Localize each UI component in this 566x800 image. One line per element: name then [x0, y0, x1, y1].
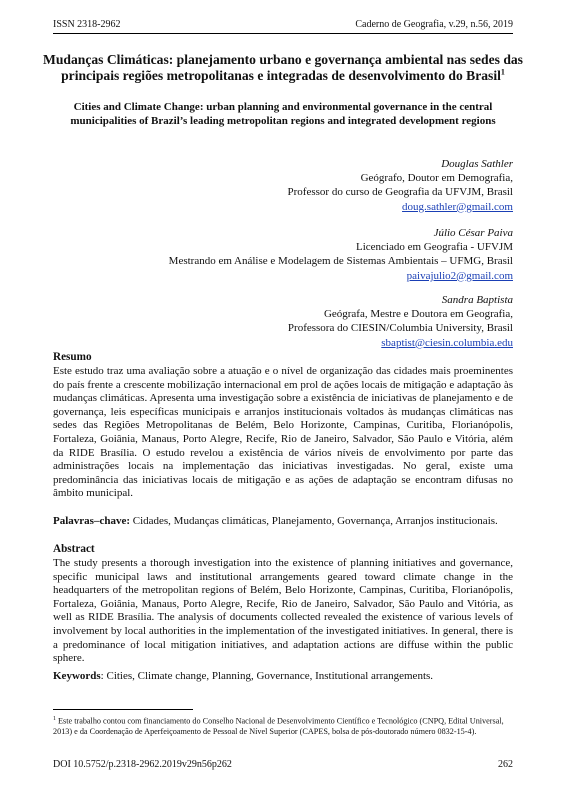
palavras-chave: [53, 515, 513, 529]
author-affiliation: Professor do curso de Geografia da UFVJM, Brasil: [287, 186, 513, 199]
resumo-text: Este estudo traz uma avaliação sobre a atuação e o nível de organização das cidades mais proeminentes do país frente a crescente mobilização internacional em prol de ações locais de mitigação e adaptação às mudanças climáticas. Apresenta uma investigação sobre a existência de iniciativas de planejamento e de governança, leis específicas municipais e arranjos institucionais voltados às mudanças climáticas nas sedes das Regiões Metropolitanas de Belém, Belo Horizonte, Campinas, Curitiba, Florianópolis, Fortaleza, Goiânia, Manaus, Porto Alegre, Recife, Rio de Janeiro, Salvador, São Paulo e Vitória, além da RIDE Brasília. O estudo revelou a existência de vários níveis de envolvimento por parte das administrações locais na implementação das iniciativas investigadas. No geral, existe uma predominância das iniciativas locais de mitigação e as ações de adaptação se encontram difusas no âmbito municipal.: [53, 365, 513, 500]
author-name: Júlio César Paiva: [433, 227, 513, 239]
abstract-heading: Abstract: [53, 543, 95, 555]
author-block: [288, 157, 513, 214]
author-name: Sandra Baptista: [441, 294, 513, 306]
author-email-link[interactable]: paivajulio2@gmail.com: [406, 269, 513, 282]
author-block: [169, 226, 513, 283]
keywords-label: Keywords: [53, 670, 101, 682]
keywords: [53, 670, 513, 684]
author-affiliation: Licenciado em Geografia - UFVJM: [355, 241, 513, 254]
footnote-divider: [53, 709, 193, 710]
author-affiliation: Mestrando em Análise e Modelagem de Sistemas Ambientais – UFMG, Brasil: [168, 255, 513, 268]
footnote: [53, 714, 513, 738]
issn: ISSN 2318-2962: [53, 19, 121, 30]
palavras-chave-text: Cidades, Mudanças climáticas, Planejamento, Governança, Arranjos institucionais.: [132, 515, 498, 527]
page-number: 262: [498, 759, 513, 770]
footnote-text: Este trabalho contou com financiamento do Conselho Nacional de Desenvolvimento Científico e Tecnológico (CNPQ, Edital Universal, 2013) e da Coordenação de Aperfeiçoamento de Pessoal de Nível Superior (CAPES, bolsa de pós-doutorado número 0832-15-4).: [53, 716, 504, 737]
footnote-number: 1: [53, 716, 56, 722]
doi: DOI 10.5752/p.2318-2962.2019v29n56p262: [53, 759, 232, 770]
title-english: Cities and Climate Change: urban planning and environmental governance in the central municipalities of Brazil’s leading metropolitan regions and integrated development regions: [70, 101, 496, 127]
palavras-chave-label: Palavras–chave:: [53, 515, 130, 527]
abstract-text: The study presents a thorough investigation into the existence of planning initiatives and governance, specific municipal laws and institutional arrangements geared toward climate change in the headquarters of the metropolitan regions of Belém, Belo Horizonte, Campinas, Curitiba, Florianópolis, Fortaleza, Goiânia, Manaus, Porto Alegre, Recife, Rio de Janeiro, Salvador, São Paulo and Vitória, as well as RIDE Brasília. The analysis of documents collected revealed the existence of various levels of involvement by local authorities in the implementation of the investigated initiatives. In general, there is a predominance of local mitigation initiatives, and adaptation actions are diffuse within the public sphere.: [53, 557, 513, 665]
page-header: [53, 19, 513, 34]
author-affiliation: Geógrafa, Mestre e Doutora em Geografia,: [323, 308, 513, 321]
journal-citation: Caderno de Geografia, v.29, n.56, 2019: [355, 19, 513, 30]
keywords-text: : Cities, Climate change, Planning, Governance, Institutional arrangements.: [100, 670, 434, 682]
author-affiliation: Professora do CIESIN/Columbia University, Brasil: [287, 322, 513, 335]
author-affiliation: Geógrafo, Doutor em Demografia,: [360, 172, 513, 185]
resumo-heading: Resumo: [53, 351, 92, 363]
title-portuguese-text: Mudanças Climáticas: planejamento urbano e governança ambiental nas sedes das principais regiões metropolitanas e integradas de desenvolvimento do Brasil: [43, 52, 523, 83]
title-portuguese: [40, 52, 526, 84]
footnote-mark[interactable]: 1: [500, 67, 505, 77]
page-footer: [53, 759, 513, 770]
author-name: Douglas Sathler: [441, 158, 513, 170]
author-block: [288, 293, 513, 350]
author-email-link[interactable]: sbaptist@ciesin.columbia.edu: [381, 336, 513, 349]
author-email-link[interactable]: doug.sathler@gmail.com: [402, 200, 513, 213]
